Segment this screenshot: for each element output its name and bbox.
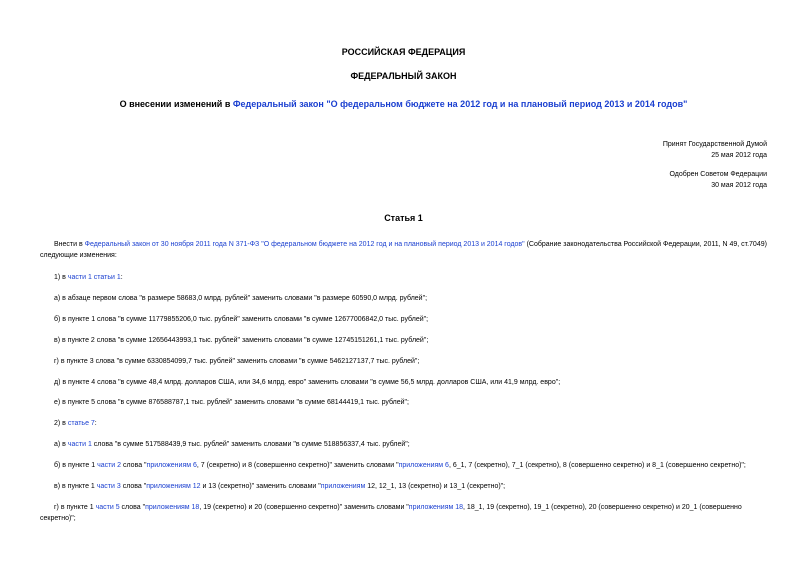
item-1-link[interactable]: части 1 статьи 1 [67, 274, 121, 281]
duma-adoption [663, 139, 767, 161]
item-2-prefix: 2) в [54, 420, 68, 427]
item-1-prefix: 1) в [54, 274, 68, 281]
duma-adoption-date: 25 мая 2012 года [711, 152, 767, 159]
intro-prefix: Внести в [54, 241, 85, 248]
item-2-a [40, 439, 767, 450]
law-title [0, 99, 807, 109]
item-2-v-text-2: слова " [120, 483, 147, 490]
council-approval [669, 169, 767, 191]
intro-suffix: (Собрание законодательства Российской Федерации, 2011, N 49, ст.7049) следующие изменения: [40, 241, 767, 259]
item-2-v-link-3[interactable]: приложениям [320, 483, 366, 490]
item-1-g: г) в пункте 3 слова "в сумме 6330854099,7 тыс. рублей" заменить словами "в сумме 5462127137,7 тыс. рублей"; [54, 358, 420, 365]
item-2-g-text-3: , 19 (секретно) и 20 (совершенно секретно)" заменить словами " [199, 504, 409, 511]
council-approval-label: Одобрен Советом Федерации [669, 171, 767, 178]
item-1-d: д) в пункте 4 слова "в сумме 48,4 млрд. долларов США, или 34,6 млрд. евро" заменить словами "в сумме 56,5 млрд. долларов США, или 41,9 млрд. евро"; [54, 379, 561, 386]
item-2-a-link[interactable]: части 1 [67, 441, 92, 448]
law-title-prefix: О внесении изменений в [119, 99, 233, 109]
item-2-v-link-2[interactable]: приложениям 12 [146, 483, 201, 490]
item-1-v: в) в пункте 2 слова "в сумме 12656443993,1 тыс. рублей" заменить словами "в сумме 12745151261,1 тыс. рублей"; [54, 337, 429, 344]
item-2-a-text-2: слова "в сумме 517588439,9 тыс. рублей" заменить словами "в сумме 518856337,4 тыс. рублей"; [91, 441, 410, 448]
item-2-b-text-4: , 6_1, 7 (секретно), 7_1 (секретно), 8 (совершенно секретно) и 8_1 (совершенно секретно)"; [448, 462, 746, 469]
item-2-b-link-3[interactable]: приложениям 6 [398, 462, 449, 469]
item-2-v-link-1[interactable]: части 3 [96, 483, 121, 490]
article-heading: Статья 1 [384, 213, 423, 223]
duma-adoption-label: Принят Государственной Думой [662, 141, 767, 148]
item-2-g-text-2: слова " [119, 504, 146, 511]
item-2-a-text-1: а) в [54, 441, 68, 448]
item-2-v-text-1: в) в пункте 1 [54, 483, 97, 490]
item-2-g [40, 502, 767, 524]
law-title-link[interactable]: Федеральный закон "О федеральном бюджете на 2012 год и на плановый период 2013 и 2014 годов" [232, 99, 688, 109]
item-2-v-text-3: и 13 (секретно)" заменить словами " [200, 483, 321, 490]
item-1-suffix: : [120, 274, 123, 281]
country-heading: РОССИЙСКАЯ ФЕДЕРАЦИЯ [341, 47, 466, 57]
item-2-suffix: : [94, 420, 97, 427]
item-2-link[interactable]: статье 7 [67, 420, 95, 427]
item-2-g-text-4: , 18_1, 19 (секретно), 19_1 (секретно), 20 (совершенно секретно) и 20_1 (совершенно секретно)"; [40, 504, 742, 522]
item-1-e: е) в пункте 5 слова "в сумме 876588787,1 тыс. рублей" заменить словами "в сумме 68144419,1 тыс. рублей"; [54, 399, 409, 406]
intro-paragraph [40, 239, 767, 261]
item-2-b-text-1: б) в пункте 1 [54, 462, 98, 469]
item-2-v [40, 481, 767, 492]
item-1-a: а) в абзаце первом слова "в размере 58683,0 млрд. рублей" заменить словами "в размере 60590,0 млрд. рублей"; [54, 295, 428, 302]
law-type-heading: ФЕДЕРАЛЬНЫЙ ЗАКОН [350, 71, 457, 81]
item-2-g-link-3[interactable]: приложениям 18 [408, 504, 464, 511]
intro-law-link[interactable]: Федеральный закон от 30 ноября 2011 года N 371-ФЗ "О федеральном бюджете на 2012 год и на плановый период 2013 и 2014 годов" [84, 241, 525, 248]
item-2 [40, 418, 767, 429]
item-2-b-text-2: слова " [121, 462, 147, 469]
item-1-b: б) в пункте 1 слова "в сумме 11779855206,0 тыс. рублей" заменить словами "в сумме 12677006842,0 тыс. рублей"; [54, 316, 429, 323]
council-approval-date: 30 мая 2012 года [711, 182, 767, 189]
item-2-b-text-3: , 7 (секретно) и 8 (совершенно секретно)" заменить словами " [196, 462, 399, 469]
item-1 [40, 272, 767, 283]
item-2-g-link-1[interactable]: части 5 [95, 504, 120, 511]
item-2-g-text-1: г) в пункте 1 [54, 504, 96, 511]
item-2-b-link-1[interactable]: части 2 [97, 462, 122, 469]
item-2-b-link-2[interactable]: приложениям 6 [146, 462, 197, 469]
item-2-v-text-4: 12, 12_1, 13 (секретно) и 13_1 (секретно)"; [365, 483, 506, 490]
item-2-g-link-2[interactable]: приложениям 18 [145, 504, 200, 511]
item-2-b [40, 460, 767, 471]
